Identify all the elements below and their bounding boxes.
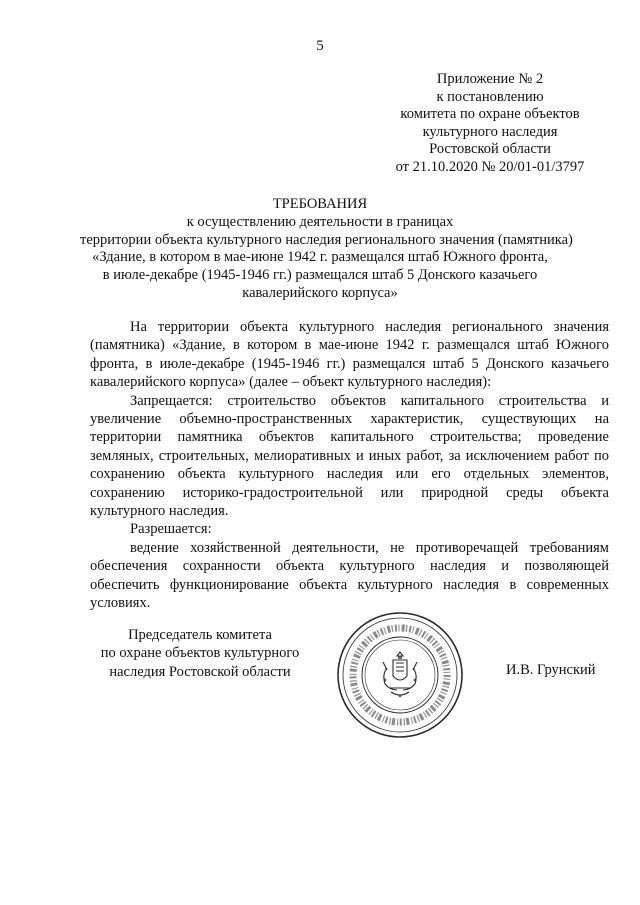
official-seal-stamp — [335, 610, 465, 740]
signatory-position-line: наследия Ростовской области — [109, 663, 291, 680]
signatory-position — [82, 626, 318, 681]
appendix-line: Приложение № 2 — [436, 71, 544, 87]
title-line: к осуществлению деятельности в границах — [186, 213, 454, 230]
allowed-heading: Разрешается: — [130, 521, 212, 538]
page-number: 5 — [316, 38, 324, 54]
appendix-line: комитета по охране объектов — [400, 106, 580, 123]
appendix-line: от 21.10.2020 № 20/01-01/3797 — [395, 158, 585, 175]
title-line: в июле-декабре (1945-1946 гг.) размещался штаб 5 Донского казачьего — [102, 267, 538, 284]
appendix-block — [360, 71, 620, 177]
title-line: «Здание, в котором в мае-июне 1942 г. размещался штаб Южного фронта, — [92, 249, 548, 266]
prohibited-paragraph: Запрещается: строительство объектов капитального строительства и увеличение объемно-пространственных характеристик, существующих на территории памятника объектов капитального строительства; проведение земляных, строительных, мелиоративных и иных работ, за исключением работ по сохранению объекта культурного наследия или его отдельных элементов, сохранению историко-градостроительной или природной среды объекта культурного наследия. — [90, 392, 609, 520]
document-title — [80, 196, 573, 303]
title-heading: ТРЕБОВАНИЯ — [272, 196, 368, 212]
appendix-line: к постановлению — [436, 88, 544, 105]
seal-graphic — [335, 610, 465, 740]
appendix-line: Ростовской области — [429, 141, 551, 158]
signatory-position-line: Председатель комитета — [128, 627, 272, 643]
title-line: кавалерийского корпуса» — [242, 284, 398, 301]
document-body — [90, 318, 609, 613]
signatory-name: И.В. Грунский — [506, 662, 596, 678]
appendix-line: культурного наследия — [422, 123, 558, 140]
signatory-position-line: по охране объектов культурного — [100, 645, 300, 662]
title-line: территории объекта культурного наследия регионального значения (памятника) — [80, 231, 573, 248]
allowed-paragraph: ведение хозяйственной деятельности, не противоречащей требованиям обеспечения сохранности объекта культурного наследия и позволяющей обеспечить функционирование объекта культурного наследия в современных условиях. — [90, 539, 609, 612]
intro-paragraph: На территории объекта культурного наследия регионального значения (памятника) «Здание, в котором в мае-июне 1942 г. размещался штаб Южного фронта, в июле-декабре (1945-1946 гг.) размещался штаб 5 Донского казачьего кавалерийского корпуса» (далее – объект культурного наследия): — [90, 319, 609, 391]
